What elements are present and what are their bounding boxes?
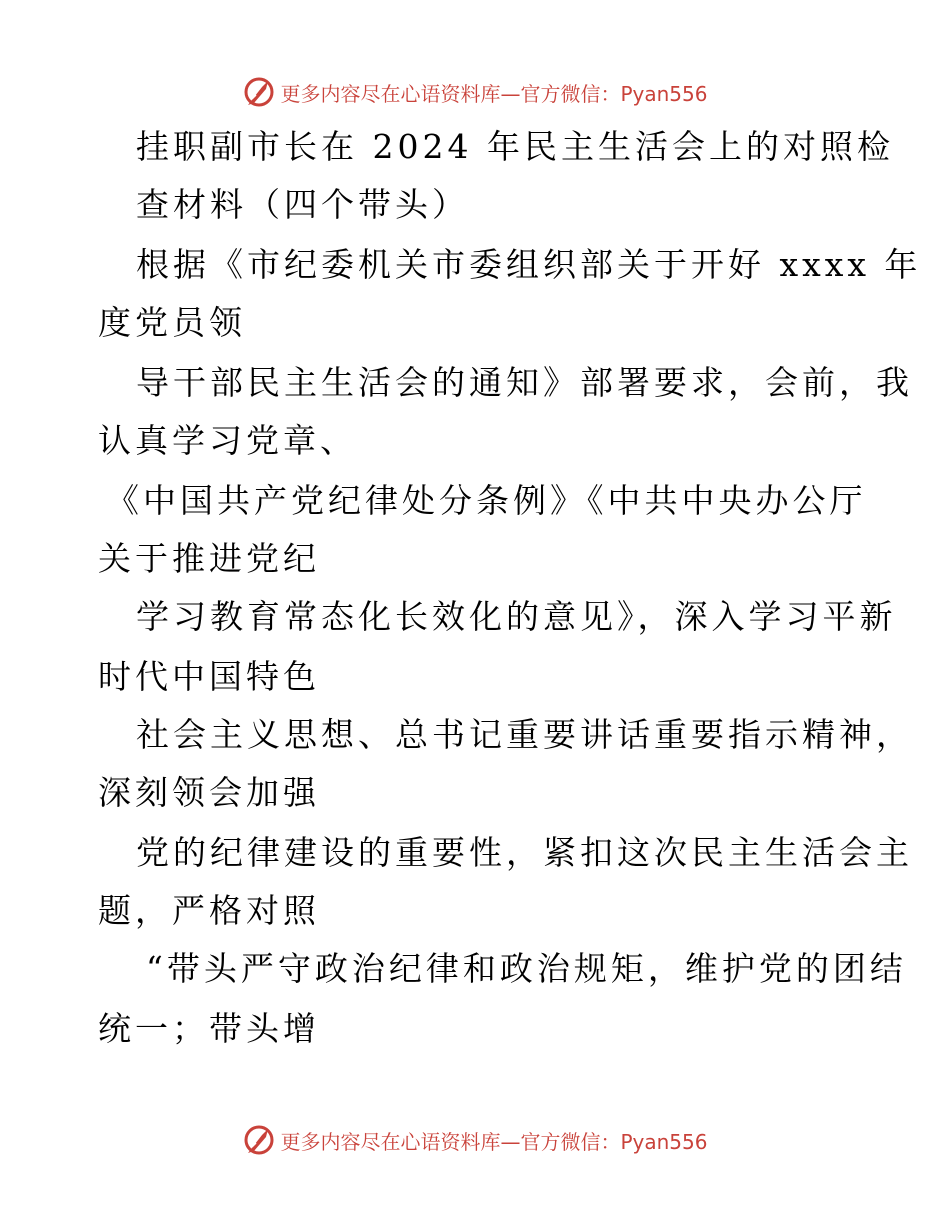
text-line: 挂职副市长在 2024 年民主生活会上的对照检 — [136, 127, 894, 166]
text-line: “带头严守政治纪律和政治规矩，维护党的团结 — [146, 949, 907, 988]
watermark-text: 更多内容尽在心语资料库—官方微信：Pyan556 — [280, 1129, 708, 1154]
quill-pen-logo-icon — [242, 1123, 276, 1157]
text-line: 根据《市纪委机关市委组织部关于开好 xxxx 年 — [136, 245, 922, 284]
quill-pen-logo-icon — [242, 75, 276, 109]
text-line: 学习教育常态化长效化的意见》，深入学习平新 — [136, 597, 897, 636]
watermark-footer — [0, 1120, 950, 1160]
text-line: 度党员领 — [98, 303, 246, 342]
text-line: 题，严格对照 — [98, 891, 320, 930]
text-line: 认真学习党章、 — [98, 421, 357, 460]
text-line: 《中国共产党纪律处分条例》《中共中央办公厅 — [106, 481, 867, 520]
text-line: 时代中国特色 — [98, 657, 320, 696]
text-line: 深刻领会加强 — [98, 773, 320, 812]
text-line: 社会主义思想、总书记重要讲话重要指示精神， — [136, 715, 913, 754]
text-line: 统一；带头增 — [98, 1009, 320, 1048]
text-line: 导干部民主生活会的通知》部署要求，会前，我 — [136, 363, 913, 402]
text-line: 党的纪律建设的重要性，紧扣这次民主生活会主 — [136, 833, 913, 872]
text-line: 查材料（四个带头） — [136, 185, 469, 224]
text-line: 关于推进党纪 — [98, 539, 320, 578]
watermark-text: 更多内容尽在心语资料库—官方微信：Pyan556 — [280, 81, 708, 106]
watermark-header — [0, 72, 950, 112]
